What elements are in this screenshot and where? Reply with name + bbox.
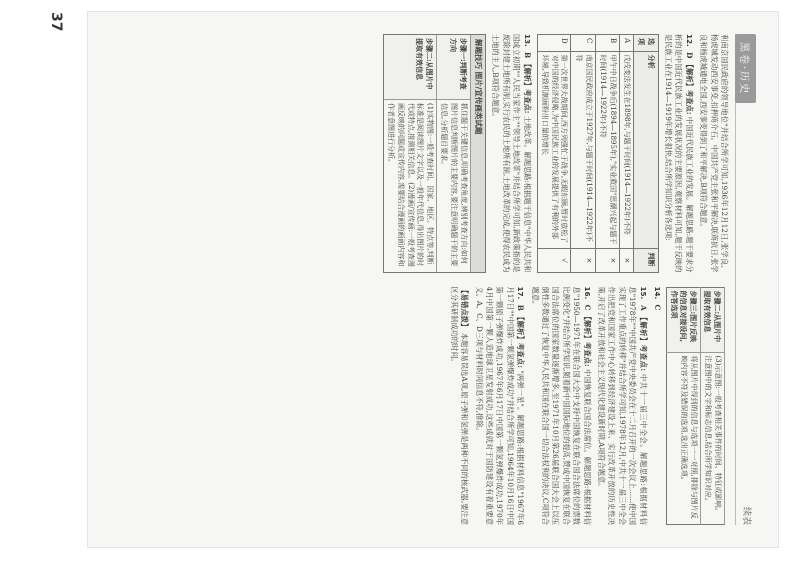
- table-row: [537, 35, 571, 273]
- explanation-text: 土地改革。解题思路:根据题干信息"中华人民共和国成立初期""人民当家作主""领导土地改革"并结合所学可知,新政策指的是废除封建土地所有制,实行农民的土地所有制,土地改革的完成,使得农民成为土地的主人,B项符合题意。: [491, 34, 532, 273]
- judge-cell: [537, 249, 571, 272]
- answer-letter: B: [516, 304, 526, 311]
- question-number: 16.: [582, 286, 592, 300]
- answer-letter: A: [638, 305, 648, 311]
- analysis-table: [537, 34, 659, 273]
- judge-cell: [595, 249, 619, 272]
- question-15: [596, 287, 648, 526]
- explanation-tag: 【解析】考查点:: [638, 313, 648, 372]
- subject-badge: 黑卷·历史: [735, 34, 756, 103]
- table-header: 判断: [634, 249, 658, 272]
- explanation-text: "两弹一星"。解题思路:根据材料信息"1967年6月17日""中国第一颗氢弹爆炸成功"并结合所学可知,1964年10月16日中国第一颗原子弹爆炸成功,1967年6月17日中国第一颗氢弹爆炸成功,1970年4月中国第一颗人造地球卫星发射成功,这些成就对于国防建设有着重要意义。A、C、D三项与材料时间信息不符,排除。: [474, 286, 526, 525]
- question-number: 12.: [684, 34, 694, 47]
- step-key: 步骤三:图片反映的信息对接设问,作答选项: [667, 287, 701, 352]
- explanation-text: 中国近代民族工业的发展。解题思路:题干要求分析的是中国近代民族工业的发展状况的主要原因,观察材料可知,题干反映的是民族工业在1914—1919年增长很快,结合所学知识分析各选项:: [663, 34, 694, 273]
- analysis-cell: 第一次世界大战期间,西方列强忙于战争,无暇东顾,暂时放松了对中国的经济侵略,为中国民族工业的发展提供了有利的外部环境,导致机制面粉出口量的增长: [537, 51, 571, 249]
- answer-letter: C: [653, 304, 663, 311]
- right-column: [109, 287, 729, 526]
- scanned-document: [48, 12, 778, 547]
- answer-letter: C: [582, 304, 592, 311]
- analysis-cell: 南京国民政府成立于1927年,与题干时间(1914—1922年)不符: [571, 51, 595, 249]
- solving-tip-box: [383, 34, 486, 273]
- explanation-text: 中共十一届三中全会。解题思路:根据材料信息"1978年""中国共产党中央委员会在十二月召开的一次会议上……使中国实现了工作重点的转移"并结合所学可知,1978年12月,中共十一届三中全会作出把党和国家工作中心转移到经济建设上来、实行改革开放的历史性决策,开启了改革开放和社会主义现代化建设新时期,A项符合题意。: [597, 286, 648, 525]
- tip-title: 解题技巧 图片/宣传画类试题: [471, 35, 485, 272]
- explanation-tag: 【解析】考查点:: [522, 60, 532, 114]
- step-key: 步骤一:判断考查方向: [436, 35, 470, 100]
- explanation-tag: 【解析】考查点:: [684, 60, 694, 115]
- page-header: [735, 34, 760, 525]
- table-header: 选项: [634, 35, 658, 52]
- question-number: 15.: [638, 286, 648, 300]
- tip-text: 本题容易误选A项,原子弹和氢弹是两种不同的核武器,要注意区分其研制成功的时间。: [449, 286, 470, 525]
- question-13: [490, 34, 532, 273]
- rotated-content: [48, 12, 778, 547]
- question-number: 13.: [522, 34, 532, 47]
- left-column: [109, 34, 729, 273]
- question-16: [529, 287, 591, 526]
- cross-mark: ×: [623, 257, 632, 264]
- option-cell: A: [619, 35, 634, 52]
- step-row: [436, 35, 470, 272]
- step-key: 步骤二:从图片中提取有效信息: [700, 287, 724, 352]
- table-header: 分析: [634, 51, 658, 249]
- page-number: 37: [48, 12, 64, 32]
- option-cell: D: [537, 35, 571, 52]
- judge-cell: [619, 249, 634, 272]
- cross-mark: ×: [608, 257, 617, 264]
- intro-paragraph: 利南京国民政府的领导地位"并结合所学可知,1936年12月12日,张学良、杨虎城发动西安事变,扣押蒋介石。中国共产党主张和平解决,联蒋抗日,张学良和杨虎城通电全国,西安事变得到了和平解决,B项符合题意。: [699, 34, 729, 273]
- answer-letter: D: [684, 52, 694, 59]
- continued-steps-table: [666, 287, 725, 526]
- error-prone-tip: [448, 287, 469, 526]
- step-text: (3)示意图:一般考查相关事件的时间、特征或影响。注意图中的文字和标志信息,结合所学知识对应。: [700, 352, 724, 525]
- question-12: [663, 34, 694, 273]
- question-17: [473, 287, 525, 526]
- explanation-tag: 【解析】考查点:: [582, 312, 592, 367]
- cross-mark: ×: [584, 257, 593, 264]
- tip-tag: 【易错点拨】: [460, 286, 470, 331]
- step-key: 步骤二:从图片中提取有效信息: [384, 35, 436, 100]
- step-row: [667, 287, 701, 525]
- question-number: 14.: [653, 286, 663, 300]
- answer-letter: B: [522, 52, 532, 59]
- option-cell: C: [571, 35, 595, 52]
- check-mark: √: [560, 258, 569, 263]
- explanation-text: 中国恢复联合国合法席位。解题思路:根据材料信息"1950—1971年在联合国大会中支持中国恢复在联合国合法席位的票数比例变化"并结合所学知识,随着新中国国际地位的提高,赞成中国恢复在联合国合法席位的国家数量逐渐增多,至1971年10月第26届联合国大会上以压倒性多数通过了恢复中华人民共和国在联合国一切合法权利的决议,C项符合题意。: [530, 286, 592, 525]
- tip-steps: [384, 35, 471, 272]
- analysis-cell: 甲午中日战争后(1894—1895年),"实业救国"思潮兴起与题干时间(1914—1922年)不符: [595, 51, 619, 249]
- table-row: [619, 35, 634, 273]
- step-text: 抓住题干关键信息,明确考查角度,辨别考查方向:如何图片信息判断图片的主要内容,要注意明确题干的主要信息,分析题目要求。: [436, 100, 470, 272]
- explanation-tag: 【解析】考查点:: [516, 313, 526, 368]
- running-head: 续表: [741, 506, 751, 525]
- question-14: [652, 287, 662, 526]
- step-row: [384, 35, 436, 272]
- question-number: 17.: [516, 286, 526, 300]
- table-row: [595, 35, 619, 273]
- step-row: [700, 287, 724, 525]
- table-row: [571, 35, 595, 273]
- judge-cell: [571, 249, 595, 272]
- analysis-cell: 戊戌变法发生在1898年,与题干时间(1914—1922年)不符: [619, 51, 634, 249]
- step-text: (1)实物图:一般考查时间、国家、地区、特点等,判断标准是阅读图片文字以及一般年代信息,得出图片的时代或特点,推测相关信息。(2)漫画/宣传画:一般考查漫画反映的问题或宣传内容,需要结合漫画的画面内容和作者意图进行分析。: [384, 100, 436, 272]
- step-text: 将从图片中得到的信息与选项一一对照,排除与图片反映内容不符及错误的选项,选出正确选项。: [667, 352, 701, 525]
- option-cell: B: [595, 35, 619, 52]
